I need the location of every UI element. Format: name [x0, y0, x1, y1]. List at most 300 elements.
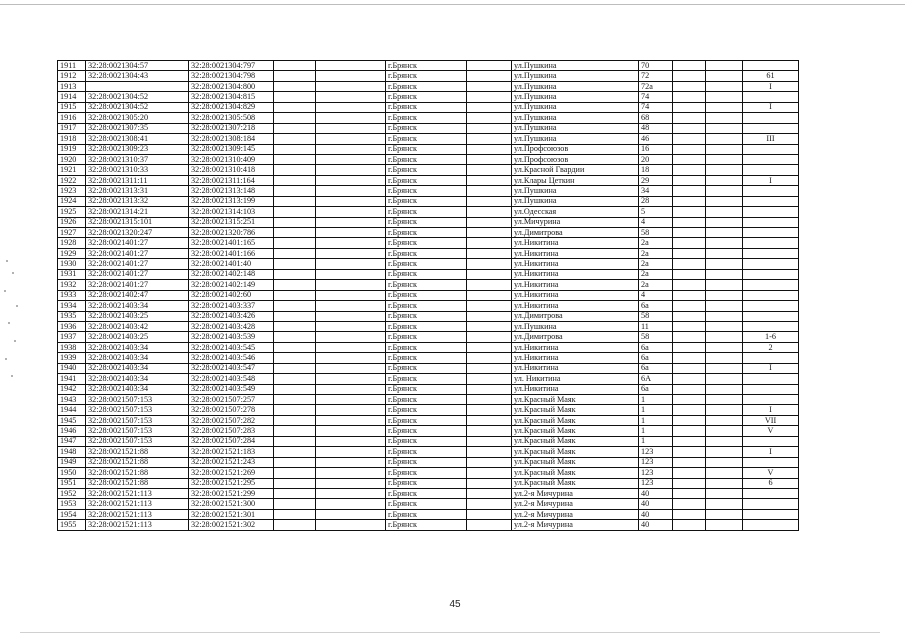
empty-cell — [274, 92, 316, 102]
empty-cell — [467, 113, 512, 123]
street-cell: ул.2-я Мичурина — [512, 509, 639, 519]
empty-cell — [316, 81, 386, 91]
empty-cell — [706, 228, 743, 238]
table-row — [58, 301, 799, 311]
table-row — [58, 478, 799, 488]
empty-cell — [467, 509, 512, 519]
row-number: 1945 — [58, 415, 86, 425]
empty-cell — [706, 165, 743, 175]
empty-cell — [673, 447, 706, 457]
parcel-cadastral-number: 32:28:0021304:43 — [86, 71, 189, 81]
empty-cell — [467, 311, 512, 321]
empty-cell — [673, 134, 706, 144]
empty-cell — [467, 395, 512, 405]
empty-cell — [467, 175, 512, 185]
empty-cell — [316, 478, 386, 488]
empty-cell — [706, 311, 743, 321]
house-number-cell: 40 — [639, 499, 673, 509]
premises-number-cell: I — [743, 405, 799, 415]
premises-number-cell — [743, 238, 799, 248]
empty-cell — [673, 478, 706, 488]
empty-cell — [467, 290, 512, 300]
object-cadastral-number: 32:28:0021304:829 — [189, 102, 274, 112]
row-number: 1927 — [58, 228, 86, 238]
house-number-cell: 2а — [639, 248, 673, 258]
empty-cell — [673, 217, 706, 227]
row-number: 1941 — [58, 374, 86, 384]
empty-cell — [316, 71, 386, 81]
parcel-cadastral-number: 32:28:0021304:57 — [86, 61, 189, 71]
empty-cell — [467, 426, 512, 436]
page-number: 45 — [449, 599, 461, 610]
city-cell: г.Брянск — [386, 228, 467, 238]
premises-number-cell — [743, 217, 799, 227]
parcel-cadastral-number: 32:28:0021403:34 — [86, 363, 189, 373]
premises-number-cell — [743, 395, 799, 405]
table-row — [58, 499, 799, 509]
parcel-cadastral-number: 32:28:0021521:113 — [86, 488, 189, 498]
empty-cell — [274, 259, 316, 269]
empty-cell — [673, 248, 706, 258]
table-row — [58, 457, 799, 467]
street-cell: ул.Красный Маяк — [512, 478, 639, 488]
row-number: 1913 — [58, 81, 86, 91]
premises-number-cell — [743, 196, 799, 206]
empty-cell — [467, 259, 512, 269]
empty-cell — [316, 405, 386, 415]
object-cadastral-number: 32:28:0021311:164 — [189, 175, 274, 185]
empty-cell — [673, 81, 706, 91]
street-cell: ул.Профсоюзов — [512, 144, 639, 154]
street-cell: ул.Никитина — [512, 301, 639, 311]
empty-cell — [316, 196, 386, 206]
row-number: 1952 — [58, 488, 86, 498]
street-cell: ул.Димитрова — [512, 311, 639, 321]
empty-cell — [274, 426, 316, 436]
city-cell: г.Брянск — [386, 269, 467, 279]
table-row — [58, 102, 799, 112]
table-row — [58, 509, 799, 519]
empty-cell — [274, 520, 316, 530]
empty-cell — [673, 405, 706, 415]
empty-cell — [467, 353, 512, 363]
parcel-cadastral-number: 32:28:0021313:32 — [86, 196, 189, 206]
parcel-cadastral-number: 32:28:0021403:34 — [86, 301, 189, 311]
empty-cell — [274, 509, 316, 519]
empty-cell — [316, 144, 386, 154]
empty-cell — [274, 488, 316, 498]
empty-cell — [316, 102, 386, 112]
table-row — [58, 154, 799, 164]
object-cadastral-number: 32:28:0021313:199 — [189, 196, 274, 206]
object-cadastral-number: 32:28:0021403:546 — [189, 353, 274, 363]
empty-cell — [706, 269, 743, 279]
empty-cell — [274, 81, 316, 91]
house-number-cell: 6а — [639, 301, 673, 311]
premises-number-cell — [743, 374, 799, 384]
street-cell: ул.Никитина — [512, 290, 639, 300]
parcel-cadastral-number: 32:28:0021403:34 — [86, 374, 189, 384]
empty-cell — [706, 154, 743, 164]
object-cadastral-number: 32:28:0021315:251 — [189, 217, 274, 227]
empty-cell — [274, 71, 316, 81]
empty-cell — [467, 342, 512, 352]
empty-cell — [316, 259, 386, 269]
object-cadastral-number: 32:28:0021305:508 — [189, 113, 274, 123]
house-number-cell: 68 — [639, 113, 673, 123]
object-cadastral-number: 32:28:0021313:148 — [189, 186, 274, 196]
parcel-cadastral-number: 32:28:0021401:27 — [86, 238, 189, 248]
empty-cell — [274, 332, 316, 342]
premises-number-cell — [743, 259, 799, 269]
empty-cell — [706, 259, 743, 269]
empty-cell — [706, 92, 743, 102]
empty-cell — [316, 447, 386, 457]
empty-cell — [467, 61, 512, 71]
row-number: 1948 — [58, 447, 86, 457]
row-number: 1916 — [58, 113, 86, 123]
parcel-cadastral-number: 32:28:0021507:153 — [86, 415, 189, 425]
object-cadastral-number: 32:28:0021304:797 — [189, 61, 274, 71]
empty-cell — [316, 186, 386, 196]
empty-cell — [706, 405, 743, 415]
house-number-cell: 18 — [639, 165, 673, 175]
empty-cell — [673, 280, 706, 290]
house-number-cell: 123 — [639, 447, 673, 457]
object-cadastral-number: 32:28:0021403:545 — [189, 342, 274, 352]
empty-cell — [467, 363, 512, 373]
empty-cell — [274, 468, 316, 478]
empty-cell — [706, 144, 743, 154]
city-cell: г.Брянск — [386, 447, 467, 457]
row-number: 1946 — [58, 426, 86, 436]
empty-cell — [274, 280, 316, 290]
empty-cell — [706, 332, 743, 342]
house-number-cell: 5 — [639, 207, 673, 217]
empty-cell — [673, 353, 706, 363]
city-cell: г.Брянск — [386, 207, 467, 217]
house-number-cell: 6а — [639, 384, 673, 394]
object-cadastral-number: 32:28:0021507:282 — [189, 415, 274, 425]
premises-number-cell — [743, 113, 799, 123]
row-number: 1930 — [58, 259, 86, 269]
row-number: 1920 — [58, 154, 86, 164]
empty-cell — [673, 426, 706, 436]
row-number: 1932 — [58, 280, 86, 290]
empty-cell — [673, 92, 706, 102]
premises-number-cell — [743, 61, 799, 71]
street-cell: ул.Профсоюзов — [512, 154, 639, 164]
premises-number-cell — [743, 165, 799, 175]
city-cell: г.Брянск — [386, 363, 467, 373]
street-cell: ул.2-я Мичурина — [512, 520, 639, 530]
empty-cell — [673, 154, 706, 164]
premises-number-cell: V — [743, 468, 799, 478]
empty-cell — [467, 92, 512, 102]
house-number-cell: 40 — [639, 520, 673, 530]
table-row — [58, 175, 799, 185]
city-cell: г.Брянск — [386, 520, 467, 530]
empty-cell — [467, 488, 512, 498]
city-cell: г.Брянск — [386, 102, 467, 112]
street-cell: ул.Пушкина — [512, 321, 639, 331]
premises-number-cell — [743, 248, 799, 258]
city-cell: г.Брянск — [386, 154, 467, 164]
empty-cell — [706, 238, 743, 248]
empty-cell — [274, 499, 316, 509]
empty-cell — [467, 154, 512, 164]
object-cadastral-number: 32:28:0021402:60 — [189, 290, 274, 300]
object-cadastral-number: 32:28:0021507:257 — [189, 395, 274, 405]
empty-cell — [274, 363, 316, 373]
object-cadastral-number: 32:28:0021304:800 — [189, 81, 274, 91]
scan-edge-bottom — [20, 632, 880, 633]
street-cell: ул.Красный Маяк — [512, 447, 639, 457]
empty-cell — [316, 175, 386, 185]
row-number: 1917 — [58, 123, 86, 133]
empty-cell — [316, 499, 386, 509]
object-cadastral-number: 32:28:0021309:145 — [189, 144, 274, 154]
object-cadastral-number: 32:28:0021521:269 — [189, 468, 274, 478]
empty-cell — [316, 217, 386, 227]
premises-number-cell — [743, 154, 799, 164]
premises-number-cell — [743, 436, 799, 446]
empty-cell — [673, 269, 706, 279]
object-cadastral-number: 32:28:0021308:184 — [189, 134, 274, 144]
city-cell: г.Брянск — [386, 415, 467, 425]
house-number-cell: 2а — [639, 280, 673, 290]
row-number: 1935 — [58, 311, 86, 321]
empty-cell — [467, 405, 512, 415]
parcel-cadastral-number: 32:28:0021307:35 — [86, 123, 189, 133]
row-number: 1912 — [58, 71, 86, 81]
empty-cell — [467, 468, 512, 478]
parcel-cadastral-number: 32:28:0021320:247 — [86, 228, 189, 238]
premises-number-cell — [743, 280, 799, 290]
parcel-cadastral-number: 32:28:0021403:34 — [86, 353, 189, 363]
parcel-cadastral-number: 32:28:0021507:153 — [86, 405, 189, 415]
row-number: 1942 — [58, 384, 86, 394]
empty-cell — [467, 196, 512, 206]
row-number: 1926 — [58, 217, 86, 227]
object-cadastral-number: 32:28:0021521:301 — [189, 509, 274, 519]
empty-cell — [673, 499, 706, 509]
house-number-cell: 72 — [639, 71, 673, 81]
street-cell: ул.Пушкина — [512, 92, 639, 102]
object-cadastral-number: 32:28:0021401:40 — [189, 259, 274, 269]
street-cell: ул.2-я Мичурина — [512, 488, 639, 498]
house-number-cell: 1 — [639, 415, 673, 425]
empty-cell — [706, 499, 743, 509]
row-number: 1940 — [58, 363, 86, 373]
street-cell: ул.Красный Маяк — [512, 436, 639, 446]
premises-number-cell — [743, 92, 799, 102]
object-cadastral-number: 32:28:0021403:428 — [189, 321, 274, 331]
empty-cell — [467, 384, 512, 394]
row-number: 1950 — [58, 468, 86, 478]
city-cell: г.Брянск — [386, 113, 467, 123]
row-number: 1934 — [58, 301, 86, 311]
empty-cell — [274, 61, 316, 71]
empty-cell — [316, 426, 386, 436]
empty-cell — [673, 509, 706, 519]
empty-cell — [316, 113, 386, 123]
premises-number-cell: I — [743, 81, 799, 91]
table-row — [58, 415, 799, 425]
object-cadastral-number: 32:28:0021521:300 — [189, 499, 274, 509]
empty-cell — [706, 395, 743, 405]
premises-number-cell — [743, 520, 799, 530]
premises-number-cell: 61 — [743, 71, 799, 81]
empty-cell — [673, 165, 706, 175]
empty-cell — [673, 207, 706, 217]
house-number-cell: 1 — [639, 436, 673, 446]
empty-cell — [673, 468, 706, 478]
empty-cell — [274, 175, 316, 185]
premises-number-cell — [743, 228, 799, 238]
empty-cell — [467, 102, 512, 112]
premises-number-cell — [743, 488, 799, 498]
city-cell: г.Брянск — [386, 123, 467, 133]
empty-cell — [706, 113, 743, 123]
empty-cell — [316, 123, 386, 133]
row-number: 1939 — [58, 353, 86, 363]
house-number-cell: 6а — [639, 363, 673, 373]
empty-cell — [316, 207, 386, 217]
street-cell: ул.Красный Маяк — [512, 426, 639, 436]
city-cell: г.Брянск — [386, 509, 467, 519]
street-cell: ул.Никитина — [512, 342, 639, 352]
parcel-cadastral-number: 32:28:0021310:37 — [86, 154, 189, 164]
premises-number-cell — [743, 290, 799, 300]
empty-cell — [673, 71, 706, 81]
empty-cell — [316, 154, 386, 164]
row-number: 1919 — [58, 144, 86, 154]
street-cell: ул.Пушкина — [512, 186, 639, 196]
empty-cell — [316, 269, 386, 279]
row-number: 1943 — [58, 395, 86, 405]
empty-cell — [274, 248, 316, 258]
row-number: 1928 — [58, 238, 86, 248]
house-number-cell: 2а — [639, 238, 673, 248]
house-number-cell: 58 — [639, 228, 673, 238]
city-cell: г.Брянск — [386, 280, 467, 290]
table-row — [58, 290, 799, 300]
table-row — [58, 92, 799, 102]
house-number-cell: 20 — [639, 154, 673, 164]
empty-cell — [316, 238, 386, 248]
city-cell: г.Брянск — [386, 92, 467, 102]
empty-cell — [706, 363, 743, 373]
premises-number-cell — [743, 499, 799, 509]
table-row — [58, 342, 799, 352]
empty-cell — [274, 321, 316, 331]
empty-cell — [673, 301, 706, 311]
object-cadastral-number: 32:28:0021403:549 — [189, 384, 274, 394]
empty-cell — [673, 363, 706, 373]
table-row — [58, 280, 799, 290]
parcel-cadastral-number: 32:28:0021521:88 — [86, 468, 189, 478]
empty-cell — [467, 280, 512, 290]
premises-number-cell — [743, 269, 799, 279]
empty-cell — [316, 248, 386, 258]
table-row — [58, 259, 799, 269]
city-cell: г.Брянск — [386, 468, 467, 478]
empty-cell — [467, 499, 512, 509]
empty-cell — [467, 447, 512, 457]
city-cell: г.Брянск — [386, 488, 467, 498]
row-number: 1954 — [58, 509, 86, 519]
empty-cell — [316, 509, 386, 519]
object-cadastral-number: 32:28:0021402:148 — [189, 269, 274, 279]
row-number: 1924 — [58, 196, 86, 206]
city-cell: г.Брянск — [386, 478, 467, 488]
street-cell: ул.Красный Маяк — [512, 468, 639, 478]
street-cell: ул.Никитина — [512, 269, 639, 279]
street-cell: ул.Димитрова — [512, 228, 639, 238]
house-number-cell: 28 — [639, 196, 673, 206]
parcel-cadastral-number: 32:28:0021507:153 — [86, 395, 189, 405]
premises-number-cell — [743, 123, 799, 133]
row-number: 1918 — [58, 134, 86, 144]
row-number: 1947 — [58, 436, 86, 446]
premises-number-cell: 6 — [743, 478, 799, 488]
street-cell: ул.Никитина — [512, 238, 639, 248]
street-cell: ул.Мичурина — [512, 217, 639, 227]
empty-cell — [274, 384, 316, 394]
row-number: 1915 — [58, 102, 86, 112]
empty-cell — [706, 175, 743, 185]
object-cadastral-number: 32:28:0021403:337 — [189, 301, 274, 311]
city-cell: г.Брянск — [386, 353, 467, 363]
empty-cell — [706, 71, 743, 81]
row-number: 1937 — [58, 332, 86, 342]
empty-cell — [673, 102, 706, 112]
empty-cell — [467, 321, 512, 331]
empty-cell — [706, 478, 743, 488]
house-number-cell: 29 — [639, 175, 673, 185]
table-row — [58, 374, 799, 384]
street-cell: ул.Пушкина — [512, 61, 639, 71]
object-cadastral-number: 32:28:0021304:798 — [189, 71, 274, 81]
empty-cell — [274, 102, 316, 112]
object-cadastral-number: 32:28:0021403:547 — [189, 363, 274, 373]
row-number: 1944 — [58, 405, 86, 415]
empty-cell — [467, 144, 512, 154]
empty-cell — [316, 332, 386, 342]
premises-number-cell — [743, 311, 799, 321]
premises-number-cell: I — [743, 102, 799, 112]
table-row — [58, 134, 799, 144]
street-cell: ул.Пушкина — [512, 71, 639, 81]
premises-number-cell — [743, 301, 799, 311]
table-row — [58, 123, 799, 133]
object-cadastral-number: 32:28:0021403:548 — [189, 374, 274, 384]
premises-number-cell: I — [743, 175, 799, 185]
city-cell: г.Брянск — [386, 290, 467, 300]
table-row — [58, 81, 799, 91]
street-cell: ул.Никитина — [512, 280, 639, 290]
registry-table — [57, 60, 799, 531]
house-number-cell: 48 — [639, 123, 673, 133]
object-cadastral-number: 32:28:0021507:278 — [189, 405, 274, 415]
empty-cell — [673, 113, 706, 123]
street-cell: ул.Красный Маяк — [512, 415, 639, 425]
house-number-cell: 74 — [639, 102, 673, 112]
empty-cell — [467, 71, 512, 81]
object-cadastral-number: 32:28:0021402:149 — [189, 280, 274, 290]
house-number-cell: 123 — [639, 457, 673, 467]
